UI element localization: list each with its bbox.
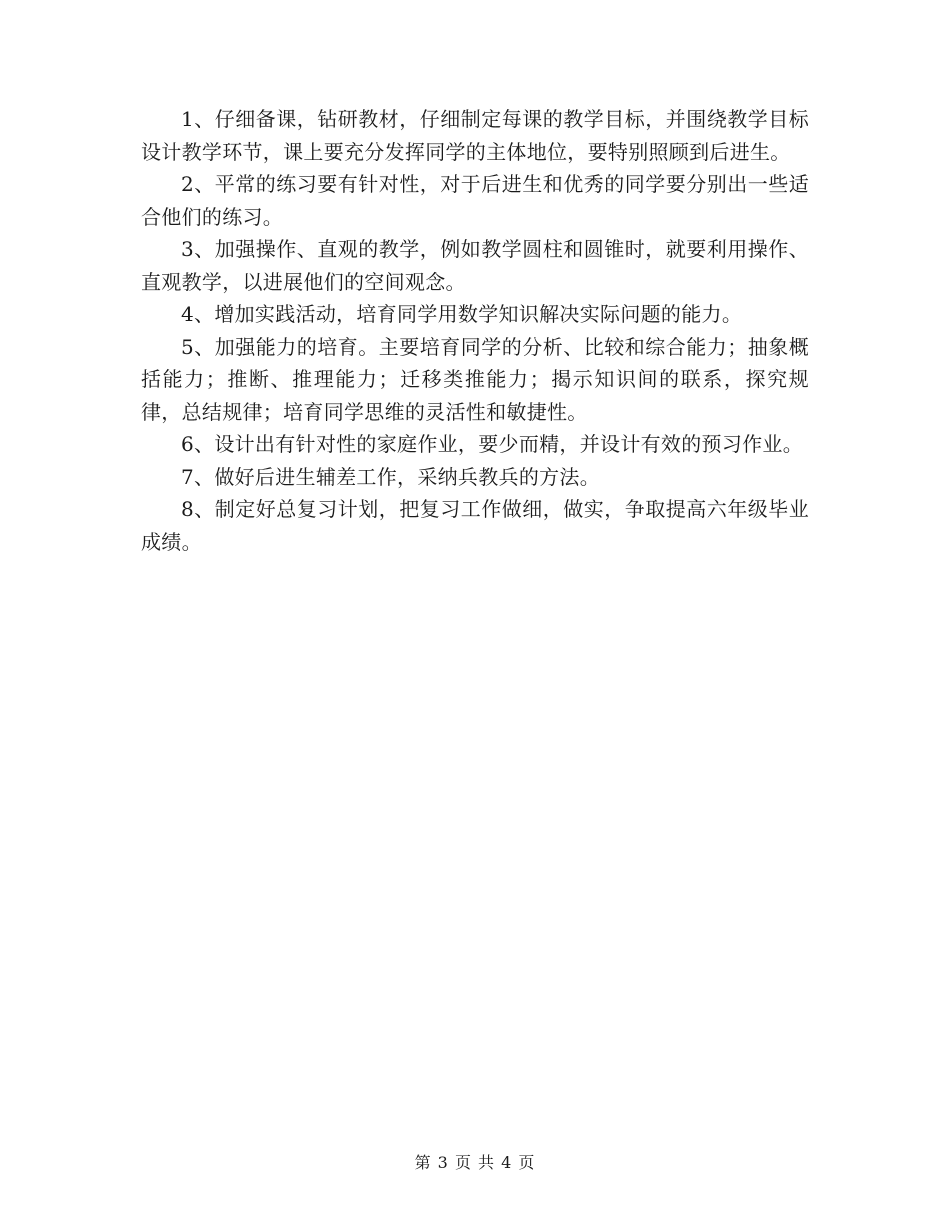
paragraph-2: 2、平常的练习要有针对性，对于后进生和优秀的同学要分别出一些适合他们的练习。 [141,172,809,229]
paragraph-8: 8、制定好总复习计划，把复习工作做细，做实，争取提高六年级毕业成绩。 [141,497,809,554]
document-body [141,103,809,558]
paragraph-1: 1、仔细备课，钻研教材，仔细制定每课的教学目标，并围绕教学目标设计教学环节，课上要充分发挥同学的主体地位，要特别照顾到后进生。 [141,107,809,164]
paragraph-7: 7、做好后进生辅差工作，采纳兵教兵的方法。 [181,464,601,489]
paragraph-4: 4、增加实践活动，培育同学用数学知识解决实际问题的能力。 [181,302,743,326]
paragraph-6: 6、设计出有针对性的家庭作业，要少而精，并设计有效的预习作业。 [181,432,804,456]
page-number-footer: 第 3 页 共 4 页 [414,1153,536,1172]
paragraph-5: 5、加强能力的培育。主要培育同学的分析、比较和综合能力；抽象概括能力；推断、推理能力；迁移类推能力；揭示知识间的联系，探究规律，总结规律；培育同学思维的灵活性和敏捷性。 [141,334,809,424]
paragraph-3: 3、加强操作、直观的教学，例如教学圆柱和圆锥时，就要利用操作、直观教学，以进展他们的空间观念。 [141,237,809,294]
